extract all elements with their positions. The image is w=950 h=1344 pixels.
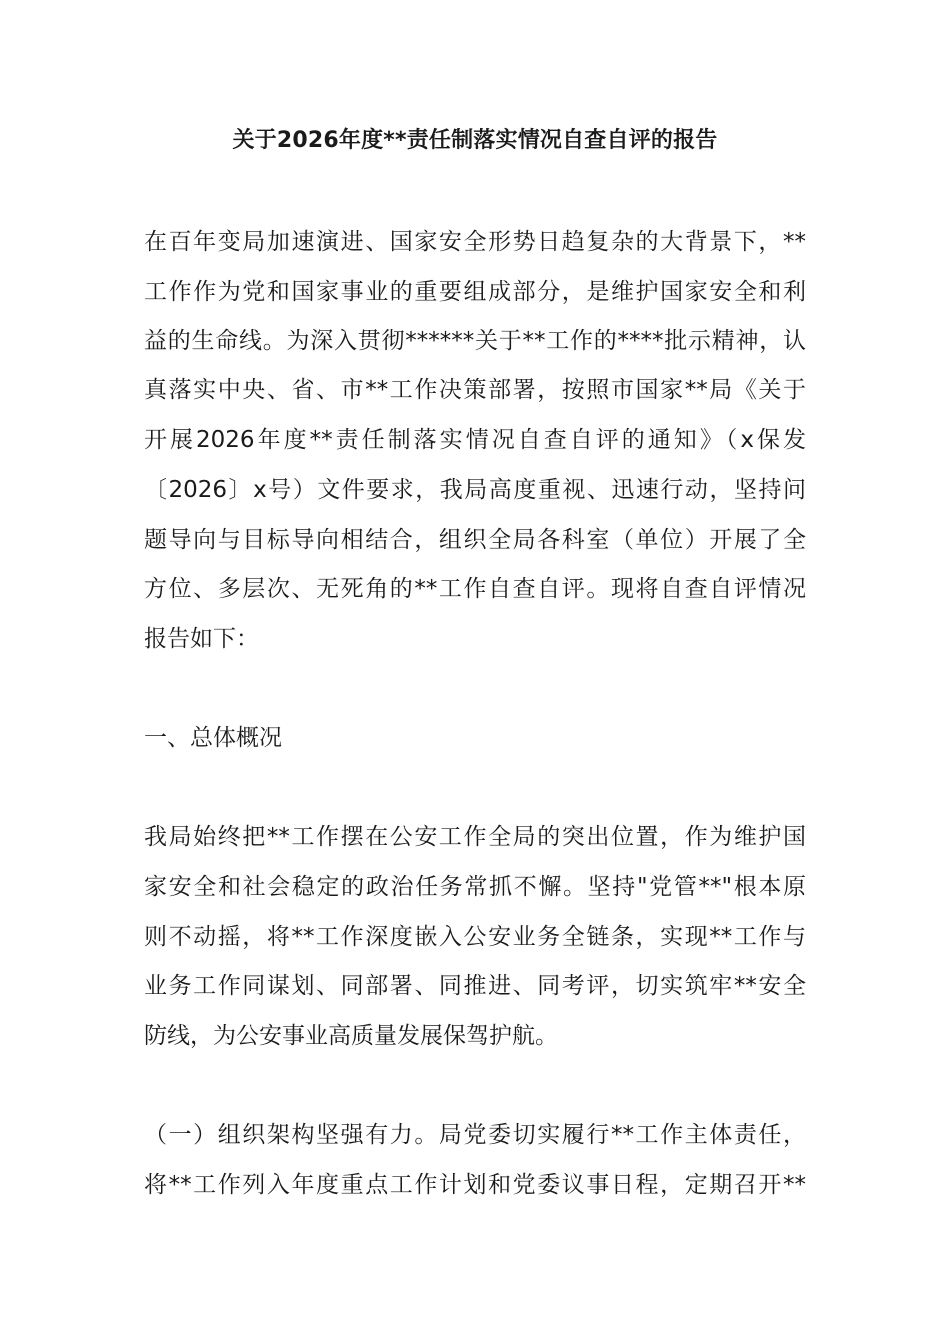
paragraph-line: 家安全和社会稳定的政治任务常抓不懈。坚持"党管**"根本原 (144, 874, 806, 900)
paragraph-line: 我局始终把**工作摆在公安工作全局的突出位置，作为维护国 (144, 824, 806, 850)
section-heading: 一、总体概况 (144, 725, 282, 751)
paragraph-line: （一）组织架构坚强有力。局党委切实履行**工作主体责任， (144, 1122, 806, 1148)
paragraph-line: 〔2026〕x号）文件要求，我局高度重视、迅速行动，坚持问 (144, 477, 806, 503)
paragraph-line: 在百年变局加速演进、国家安全形势日趋复杂的大背景下，** (144, 229, 806, 255)
paragraph-line: 题导向与目标导向相结合，组织全局各科室（单位）开展了全 (144, 527, 806, 553)
paragraph-line: 业务工作同谋划、同部署、同推进、同考评，切实筑牢**安全 (144, 973, 806, 999)
paragraph-line: 防线，为公安事业高质量发展保驾护航。 (144, 1023, 558, 1049)
paragraph-line: 真落实中央、省、市**工作决策部署，按照市国家**局《关于 (144, 377, 806, 403)
paragraph-line: 工作作为党和国家事业的重要组成部分，是维护国家安全和利 (144, 279, 806, 305)
paragraph-line: 报告如下： (144, 626, 259, 652)
paragraph-line: 益的生命线。为深入贯彻******关于**工作的****批示精神，认 (144, 328, 806, 354)
paragraph-line: 将**工作列入年度重点工作计划和党委议事日程，定期召开** (144, 1172, 806, 1198)
paragraph-line: 开展2026年度**责任制落实情况自查自评的通知》（x保发 (144, 427, 806, 453)
document-title: 关于2026年度**责任制落实情况自查自评的报告 (232, 128, 718, 153)
paragraph-line: 则不动摇，将**工作深度嵌入公安业务全链条，实现**工作与 (144, 924, 806, 950)
paragraph-line: 方位、多层次、无死角的**工作自查自评。现将自查自评情况 (144, 576, 806, 602)
